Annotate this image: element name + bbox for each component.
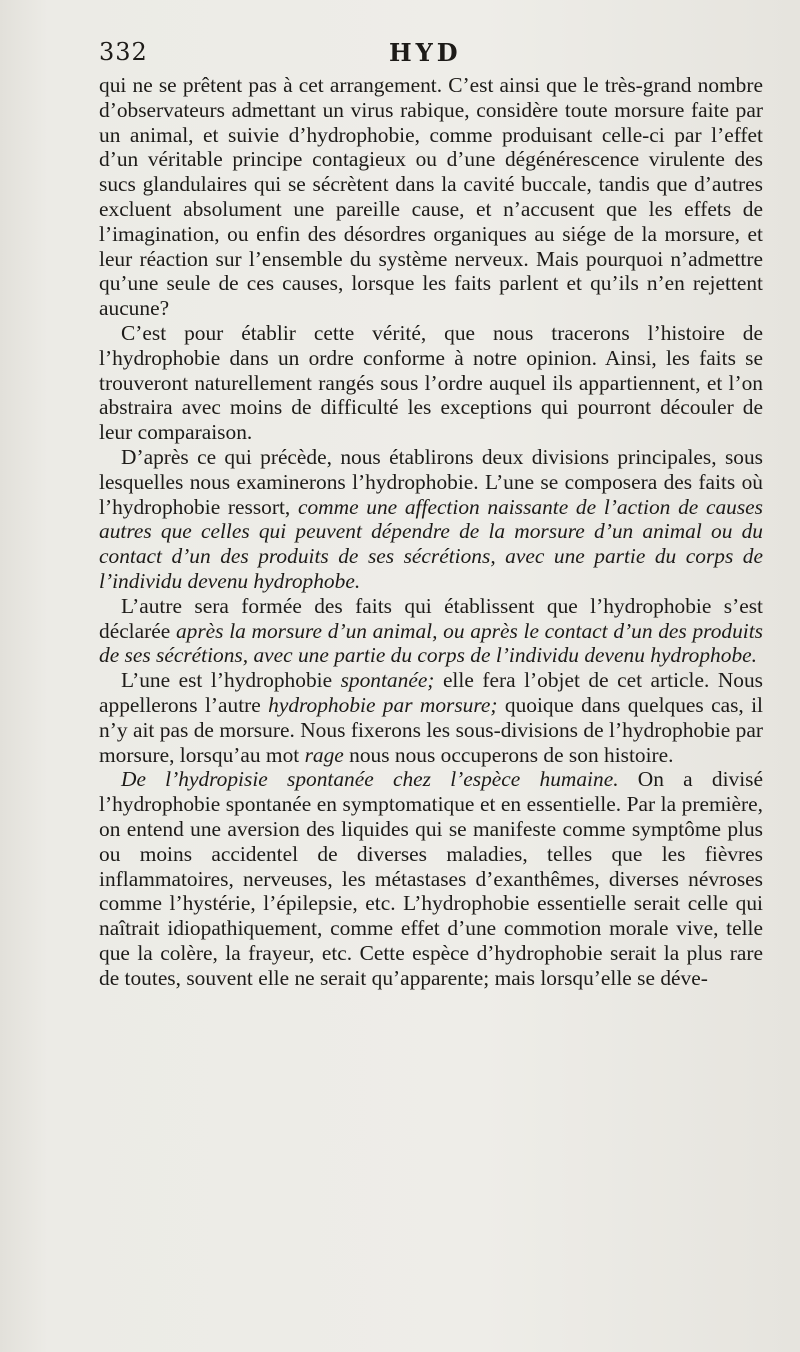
paragraph	[99, 594, 763, 668]
page-number: 332	[99, 38, 148, 66]
text-run: D’après ce qui précède, nous établirons deux divisions principales, sous lesquelles nous examinerons l’hydrophobie. L’une se composera des faits où l’hydrophobie ressort,	[99, 444, 763, 519]
text-run: On a divisé l’hydrophobie spontanée en symptomatique et en essentielle. Par la première, on entend une aversion des liquides qui se manifeste comme symptôme plus ou moins accidentel de diverses maladies, telles que les fièvres inflammatoires, nerveuses, les métastases d’exanthêmes, diverses névroses comme l’hystérie, l’épilepsie, etc. L’hydrophobie essentielle serait celle qui naîtrait idiopathiquement, comme effet d’une commotion morale vive, telle que la colère, la frayeur, etc. Cette espèce d’hydrophobie serait la plus rare de toutes, souvent elle ne serait qu’apparente; mais lorsqu’elle se déve-	[99, 767, 763, 990]
text-run: C’est pour établir cette vérité, que nous tracerons l’histoire de l’hydrophobie dans un ordre conforme à notre opinion. Ainsi, les faits se trouveront naturellement rangés sous l’ordre auquel ils appartiennent, et l’on abstraira avec moins de difficulté les exceptions qui pourront découler de leur comparaison.	[99, 320, 763, 445]
italic-run: spontanée;	[340, 668, 435, 693]
italic-run: comme une affection naissante de l’action de causes autres que celles qui peuvent dépendre de la morsure d’un animal ou du contact d’un des produits de ses sécrétions, avec une partie du corps de l’individu devenu hydrophobe.	[99, 494, 763, 593]
text-run: L’une est l’hydrophobie	[121, 668, 341, 693]
paragraph	[99, 668, 763, 767]
paragraph	[99, 445, 763, 594]
text-run: qui ne se prêtent pas à cet arrangement. C’est ainsi que le très-grand nombre d’observateurs admettant un virus rabique, considère toute morsure faite par un animal, et suivie d’hydrophobie, comme produisant celle-ci par l’effet d’un véritable principe contagieux ou d’une dégénérescence virulente des sucs glandulaires qui se sécrètent dans la cavité buccale, tandis que d’autres excluent absolument une pareille cause, et n’accusent que les effets de l’imagination, ou enfin des désordres organiques au siége de la morsure, et leur réaction sur l’ensemble du système nerveux. Mais pourquoi n’admettre qu’une seule de ces causes, lorsque les faits parlent et qu’ils n’en rejettent aucune?	[99, 73, 763, 321]
text-run: nous nous occuperons de son histoire.	[343, 742, 674, 767]
italic-run: rage	[304, 742, 344, 767]
italic-run: De l’hydropisie spontanée chez l’espèce humaine.	[121, 767, 619, 792]
italic-run: après la morsure d’un animal, ou après le contact d’un des produits de ses sécrétions, avec une partie du corps de l’individu devenu hydrophobe.	[99, 618, 763, 668]
paragraph	[99, 767, 763, 990]
page-header	[99, 38, 759, 70]
paragraph	[99, 321, 763, 445]
body-text	[99, 73, 763, 990]
running-head: HYD	[389, 38, 462, 67]
text-run: elle fera l’objet de cet article. Nous appellerons l’autre	[99, 668, 763, 717]
paragraph	[99, 73, 763, 321]
text-run: quoique dans quelques cas, il n’y ait pas de morsure. Nous fixerons les sous-divisions de l’hydrophobie par morsure, lorsqu’au mot	[99, 692, 763, 767]
italic-run: hydrophobie par morsure;	[268, 692, 498, 717]
text-run: L’autre sera formée des faits qui établissent que l’hydrophobie s’est déclarée	[99, 593, 763, 643]
